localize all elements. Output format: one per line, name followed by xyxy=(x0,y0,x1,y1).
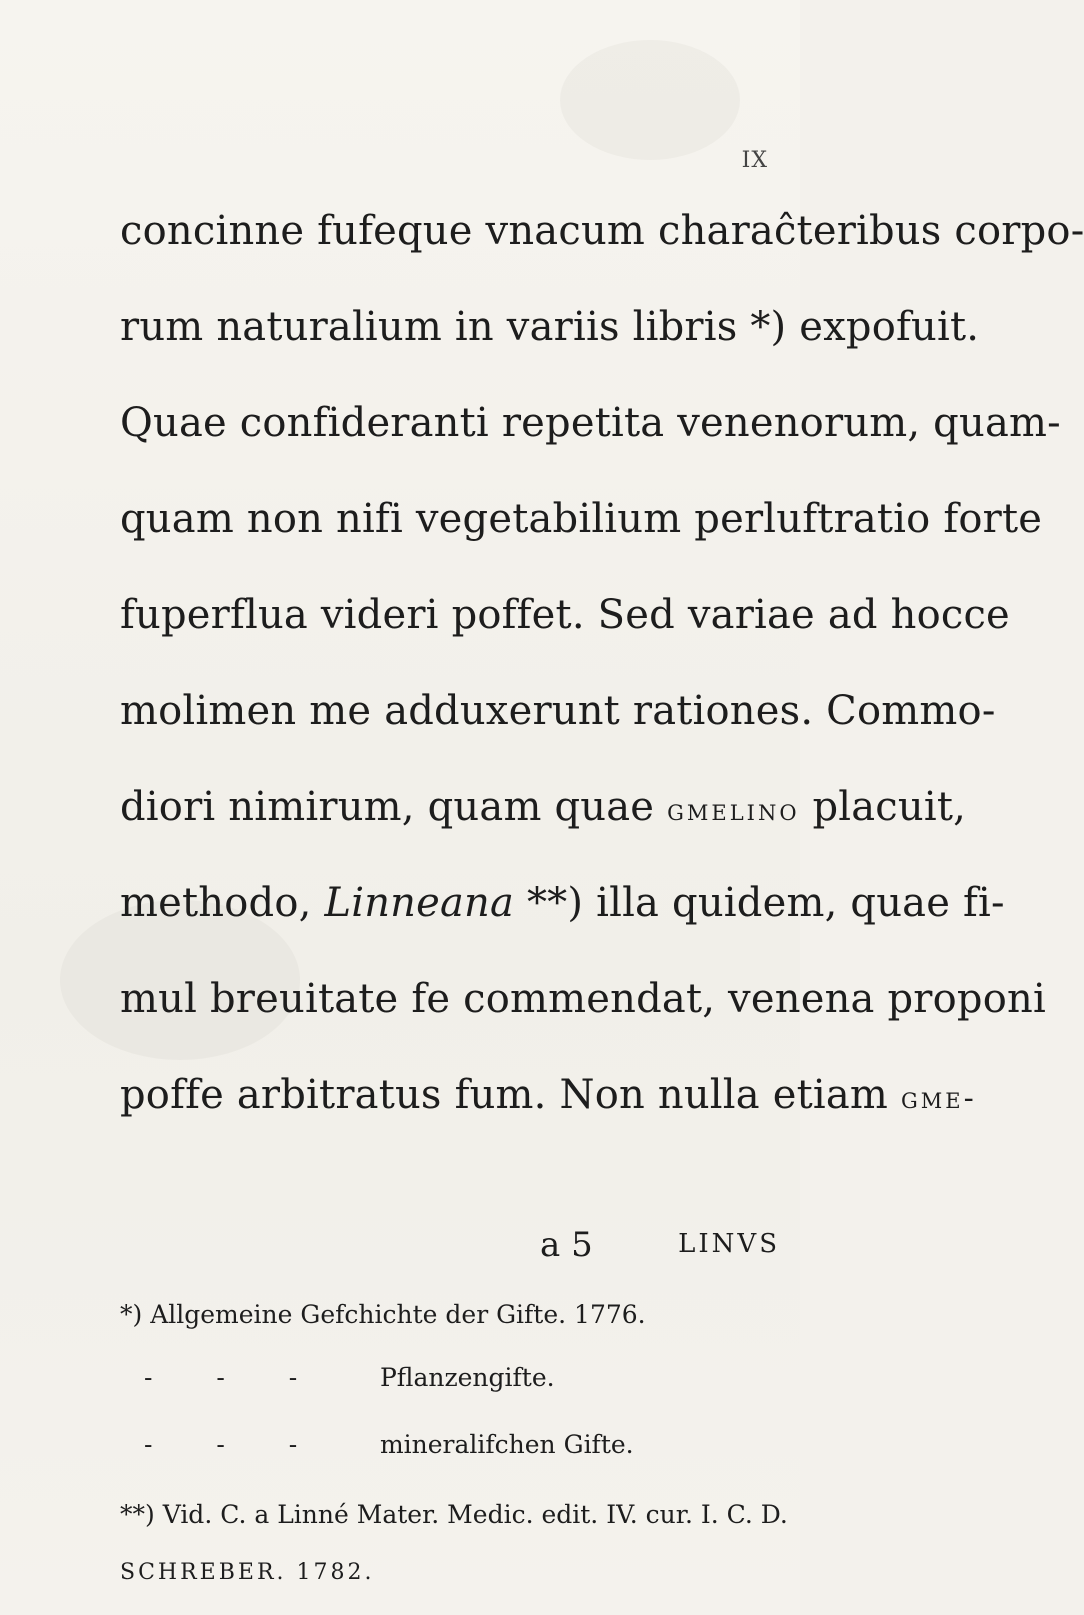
text-line-3: Quae confideranti repetita venenorum, quam- xyxy=(120,400,1061,446)
footnote-1: *) Allgemeine Gefchichte der Gifte. 1776. xyxy=(120,1300,646,1329)
text-line-7-end: placuit, xyxy=(799,784,967,830)
text-line-5: fuperflua videri poffet. Sed variae ad hocce xyxy=(120,592,1010,638)
signature-line xyxy=(120,1215,780,1275)
footnote-5: SCHREBER. 1782. xyxy=(120,1560,375,1585)
page-number: IX xyxy=(741,148,768,173)
footnote-3 xyxy=(120,1430,634,1459)
footnote-2 xyxy=(120,1363,555,1392)
footnote-2-text: Pflanzengifte. xyxy=(379,1363,555,1392)
author-name-gmelino: gmelino xyxy=(667,793,800,828)
text-line-4: quam non nifi vegetabilium perluftratio forte xyxy=(120,496,1043,542)
catchword: LINVS xyxy=(678,1229,780,1259)
footnote-4: **) Vid. C. a Linné Mater. Medic. edit. IV. cur. I. C. D. xyxy=(120,1500,788,1529)
text-line-7-start: diori nimirum, quam quae xyxy=(120,784,668,830)
author-name-gme: gme- xyxy=(900,1081,977,1116)
text-line-8-start: methodo, xyxy=(120,880,325,926)
body-text xyxy=(120,183,1084,1143)
text-line-10 xyxy=(120,1047,977,1143)
text-line-2: rum naturalium in variis libris *) expofuit. xyxy=(120,304,980,350)
text-line-8 xyxy=(120,855,1005,951)
footnote-3-text: mineralifchen Gifte. xyxy=(379,1430,634,1459)
text-line-9: mul breuitate fe commendat, venena proponi xyxy=(120,976,1046,1022)
text-line-6: molimen me adduxerunt rationes. Commo- xyxy=(120,688,996,734)
signature-mark: a 5 xyxy=(540,1225,593,1265)
text-line-10-start: poffe arbitratus fum. Non nulla etiam xyxy=(120,1072,901,1118)
italic-linneana: Linneana xyxy=(324,880,515,926)
text-line-7 xyxy=(120,759,967,855)
paper-stain xyxy=(560,40,740,160)
ditto-dashes: - - - xyxy=(144,1430,326,1459)
text-line-8-end: **) illa quidem, quae fi- xyxy=(514,880,1005,926)
text-line-1: concinne fufeque vnacum charaĉteribus corpo- xyxy=(120,208,1084,254)
ditto-dashes: - - - xyxy=(144,1363,326,1392)
